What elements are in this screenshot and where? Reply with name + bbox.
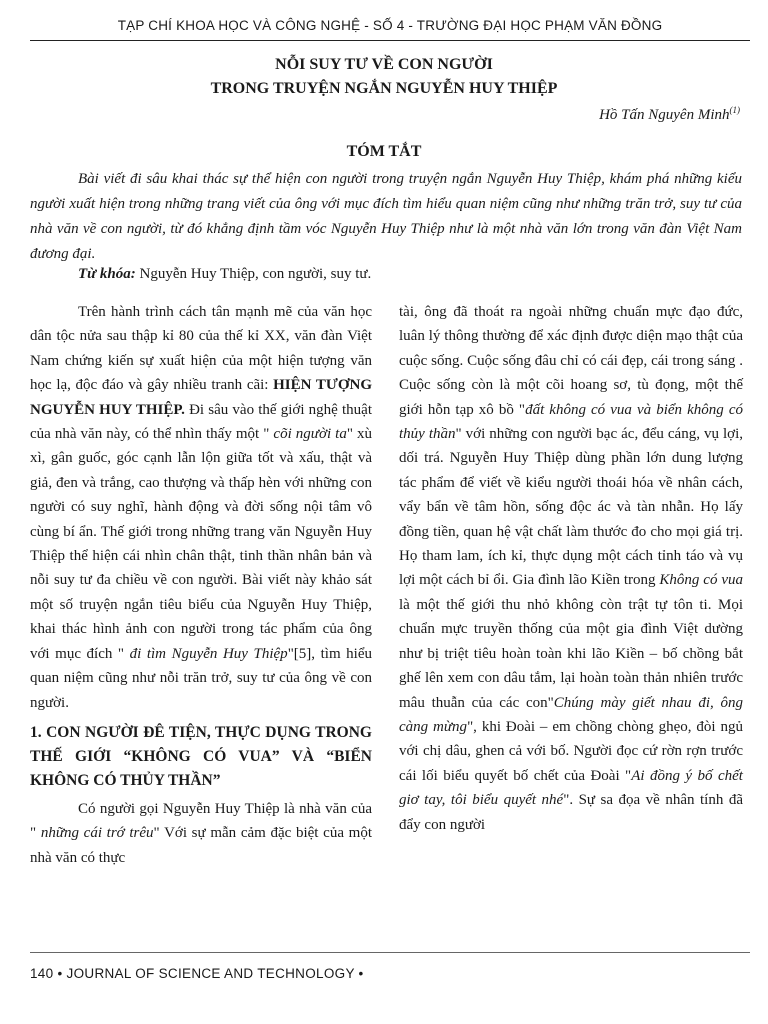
- keywords-label: Từ khóa:: [78, 266, 136, 282]
- text-run: " Với sự mẫn cảm đặc biệt của một nhà văn có thực: [30, 825, 372, 866]
- text-run: tài, ông đã thoát ra ngoài những chuẩn mực đạo đức, luân lý thông thường để xác định được diện mạo thật của cuộc sống. Cuộc sống đâu chỉ có cái đẹp, cái trong sáng . Cuộc sống còn là một cõi hoang sơ, tù đọng, một thế giới hỗn tạp xô bồ ": [399, 304, 743, 418]
- quote-italic: Chúng mày giết nhau đi, ông càng mừng: [399, 694, 743, 735]
- quote-italic: cõi người ta: [273, 426, 347, 443]
- text-run: "[5], tìm hiểu quan niệm cũng như nỗi trăn trở, suy tư của ông về con người.: [30, 645, 372, 711]
- keywords-text: Nguyễn Huy Thiệp, con người, suy tư.: [135, 266, 372, 282]
- text-run: " với những con người bạc ác, đểu cáng, vụ lợi, dối trá. Nguyễn Huy Thiệp dùng phần lớn dung lượng tác phẩm để viết về kiểu người thoái hóa về nhân cách, vẩy bẩn về tâm hồn, sống độc ác và tàn nhẫn. Họ lấy đồng tiền, quan hệ vật chất làm thước đo cho mọi giá trị. Họ tham lam, ích kỉ, thực dụng một cách tỉnh táo và vụ lợi một cách bỉ ổi. Gia đình lão Kiền trong: [399, 426, 743, 589]
- footer-rule: [30, 952, 750, 953]
- text-run: là một thế giới thu nhỏ không còn trật tự tôn ti. Mọi chuẩn mực truyền thống của một gia đình Việt dường như bị triệt tiêu hoàn toàn khi lão Kiền – bố chồng bắt ghế lên xem con dâu tắm, lại hoàn toàn thản nhiên trước mâu thuẫn của các con": [399, 596, 743, 711]
- running-header: TẠP CHÍ KHOA HỌC VÀ CÔNG NGHỆ - SỐ 4 - TRƯỜNG ĐẠI HỌC PHẠM VĂN ĐỒNG: [117, 18, 663, 33]
- text-run: ". Sự sa đọa về nhân tính đã đẩy con người: [399, 792, 743, 833]
- article-title-line-2: TRONG TRUYỆN NGẮN NGUYỄN HUY THIỆP: [210, 80, 558, 97]
- section-1-paragraph: [30, 797, 372, 870]
- header-rule: [30, 40, 750, 41]
- right-column: [399, 300, 743, 837]
- article-title-line-1: NỖI SUY TƯ VỀ CON NGƯỜI: [275, 56, 493, 73]
- quote-italic: Ai đồng ý bố chết giơ tay, tôi biểu quyết nhé: [399, 767, 743, 809]
- text-run: Trên hành trình cách tân mạnh mẽ của văn học dân tộc nửa sau thập kỉ 80 của thế kỉ XX, văn đàn Việt Nam chứng kiến sự xuất hiện của một hiện tượng văn học lạ, độc đáo và gây nhiều tranh cãi:: [30, 304, 372, 394]
- text-run: " xù xì, gân guốc, góc cạnh lẫn lộn giữa tốt và xấu, thật và giả, đen và trắng, cao thượng và thấp hèn với những con người có suy nghĩ, hành động và đời sống nội tâm vô cùng bí ẩn. Thế giới trong những trang văn Nguyễn Huy Thiệp thể hiện cái nhìn chân thật, tinh thần nhân bản và nỗi suy tư đa chiều về con người. Bài viết này khảo sát một số truyện ngắn tiêu biểu của Nguyễn Huy Thiệp, khai thác hình ảnh con người trong tác phẩm của ông với mục đích ": [30, 426, 373, 662]
- section-1-heading: 1. CON NGƯỜI ĐÊ TIỆN, THỰC DỤNG TRONG THẾ GIỚI “KHÔNG CÓ VUA” VÀ “BIỂN KHÔNG CÓ THỦY THẦN”: [30, 723, 372, 789]
- author: [599, 105, 740, 124]
- quote-italic: những cái trớ trêu: [40, 825, 154, 842]
- emphasis-bold: HIỆN TƯỢNG NGUYỄN HUY THIỆP.: [30, 377, 372, 418]
- quote-italic: đi tìm Nguyễn Huy Thiệp: [129, 645, 288, 662]
- author-footnote-mark: (1): [729, 105, 740, 115]
- continued-paragraph: [399, 300, 743, 837]
- abstract-heading: TÓM TẮT: [346, 143, 422, 160]
- keywords: [78, 266, 371, 283]
- page-footer: 140 • JOURNAL OF SCIENCE AND TECHNOLOGY •: [30, 966, 364, 981]
- left-column: [30, 300, 372, 870]
- quote-italic: đất không có vua và biển không có thủy thần: [399, 401, 743, 443]
- abstract-body: Bài viết đi sâu khai thác sự thể hiện con người trong truyện ngắn Nguyễn Huy Thiệp, khám phá những kiểu người xuất hiện trong những trang viết của ông với mục đích tìm hiểu quan niệm cũng như những trăn trở, suy tư của nhà văn về con người, từ đó khẳng định tầm vóc Nguyễn Huy Thiệp như là một nhà văn lớn trong văn đàn Việt Nam đương đại.: [30, 171, 742, 262]
- author-name: Hồ Tấn Nguyên Minh: [599, 107, 730, 123]
- text-run: ", khi Đoài – em chồng chòng ghẹo, đòi ngủ với chị dâu, ghen cả với bố. Người đọc cứ rờn rợn trước cái lối biểu quyết bố chết của Đoài ": [399, 718, 743, 784]
- text-run: Có người gọi Nguyễn Huy Thiệp là nhà văn của ": [30, 800, 372, 842]
- work-title-italic: Không có vua: [659, 572, 743, 589]
- text-run: Đi sâu vào thế giới nghệ thuật của nhà văn này, có thể nhìn thấy một ": [30, 401, 372, 443]
- intro-paragraph: [30, 300, 372, 715]
